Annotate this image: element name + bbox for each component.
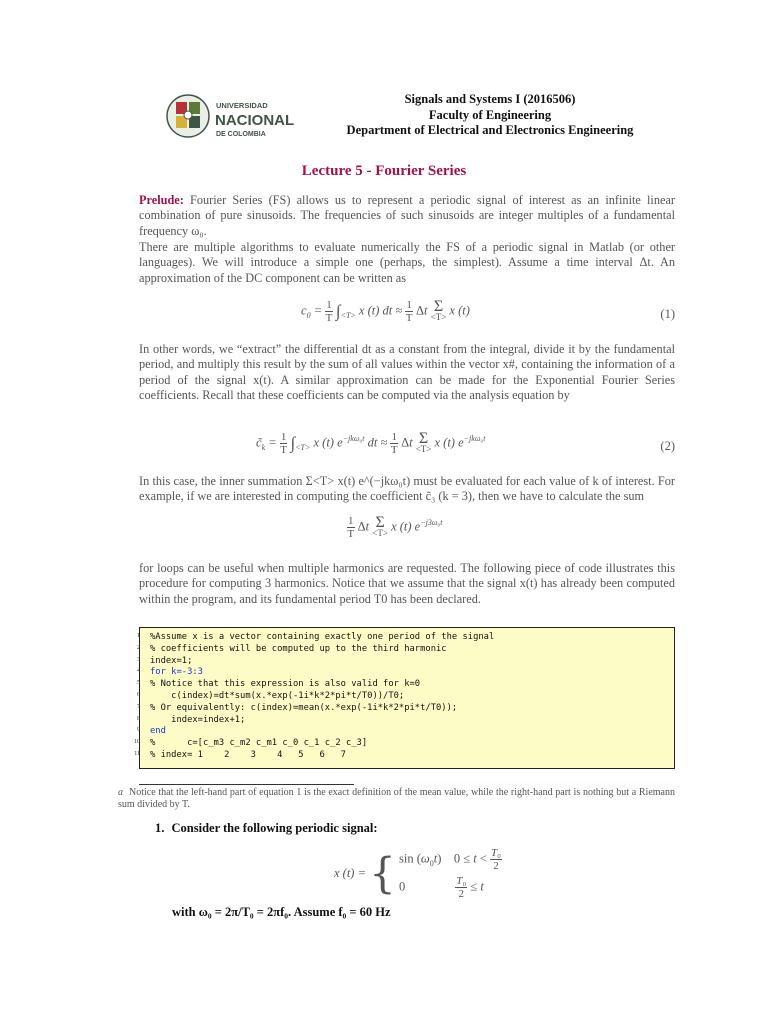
prelude-text: Fourier Series (FS) allows us to represent a periodic signal of interest as an infinite linear combination of pure sinusoids. The frequencies of such sinusoids are integer multiples of a fundamental frequency ω₀.	[139, 193, 675, 238]
code-line-10: 10 % c=[c_m3 c_m2 c_m1 c_0 c_1 c_2 c_3]	[134, 738, 368, 749]
document-header	[300, 92, 680, 139]
department-name: Department of Electrical and Electronics Engineering	[346, 123, 634, 137]
footnote	[118, 787, 675, 811]
logo-line1: UNIVERSIDAD	[216, 101, 268, 110]
loop-paragraph: for loops can be useful when multiple harmonics are requested. The following piece of code illustrates this procedure for computing 3 harmonics. Notice that we assume that the signal x(t) has already been computed within the program, and its fundamental period T0 has been declared.	[139, 561, 675, 606]
course-name: Signals and Systems I (2016506)	[404, 92, 576, 106]
sum-expression: $\frac{1}{T}$ Δt Σ <T> x (t) $e^{-j3\omega_0t}$	[347, 513, 443, 540]
equation-2: $c̃_k$ = $\frac{1}{T}$ $\int_{<T>}$ x (t) $e^{-jk\omega_0t}$ dt ≈ $\frac{1}{T}$ Δt Σ <T> x (t) $e^{-jk\omega_0t}$ (2)	[256, 429, 675, 456]
question-condition: with ω₀ = 2π/T₀ = 2πf₀. Assume f₀ = 60 Hz	[172, 905, 391, 919]
question-1	[155, 821, 675, 836]
code-line-8: 8 index=index+1;	[137, 714, 246, 725]
lecture-title: Lecture 5 - Fourier Series	[301, 163, 467, 179]
logo-line3: DE COLOMBIA	[216, 131, 266, 138]
footnote-rule	[139, 784, 354, 785]
matlab-code-block	[134, 627, 675, 769]
code-line-2: 2 % coefficients will be computed up to the third harmonic	[137, 643, 447, 654]
footnote-text: Notice that the left-hand part of equation 1 is the exact definition of the mean value, while the right-hand part is nothing but a Riemann sum divided by T.	[118, 787, 675, 810]
piecewise-equation: x (t) = { $\sin (\omega_0t)$ 0 ≤ t < $\frac{\text{T₀}}{2}$ 0 $\frac{\text{T₀}}{2}$ ≤ t	[334, 847, 501, 900]
intro-paragraph: There are multiple algorithms to evaluate numerically the FS of a periodic signal in Matlab (or other languages). We will introduce a simple one (perhaps, the simplest). Assume a time interval Δt. An approximation of the DC component can be written as	[139, 240, 675, 285]
equation-2-number: (2)	[660, 439, 675, 453]
prelude-label: Prelude:	[139, 193, 184, 207]
university-logo	[166, 86, 316, 146]
code-line-3: 3 index=1;	[137, 655, 193, 666]
code-line-5: 5 % Notice that this expression is also valid for k=0	[137, 679, 421, 690]
footnote-marker: a	[118, 787, 123, 798]
faculty-name: Faculty of Engineering	[428, 107, 552, 122]
logo-shield-icon	[167, 95, 209, 137]
code-line-11: 11 % index= 1 2 3 4 5 6 7	[134, 750, 346, 760]
question-number: 1.	[155, 821, 165, 835]
logo-line2: NACIONAL	[215, 112, 295, 129]
summation-paragraph: In this case, the inner summation Σ<T> x(t) e^(−jkω₀t) must be evaluated for each value of k of interest. For example, if we are interested in computing the coefficient c̃₃ (k = 3), then we have to calculate the sum	[139, 474, 675, 504]
prelude-paragraph	[139, 193, 675, 239]
equation-1-number: (1)	[660, 307, 675, 321]
explanation-paragraph: In other words, we “extract” the differential dt as a constant from the integral, divide it by the fundamental period, and multiply this result by the sum of all values within the vector x#, containing the information of a period of the signal x(t). A similar approximation can be made for the Exponential Fourier Series coefficients. Recall that these coefficients can be computed via the analysis equation by	[139, 342, 675, 403]
code-line-1: 1 %Assume x is a vector containing exactly one period of the signal	[137, 632, 495, 642]
code-line-6: 6 c(index)=dt*sum(x.*exp(-1i*k*2*pi*t/T0))/T0;	[137, 691, 405, 701]
code-line-9: 9 end	[137, 726, 166, 737]
code-line-7: 7 % Or equivalently: c(index)=mean(x.*exp(-1i*k*2*pi*t/T0));	[137, 702, 458, 713]
equation-1: $c_0$ = $\frac{1}{T}$ $\int_{<T>}$ x (t) dt ≈ $\frac{1}{T}$ Δt Σ <T> x (t) (1)	[301, 297, 675, 324]
question-text: Consider the following periodic signal:	[171, 821, 378, 835]
code-line-4: 4 for k=-3:3	[137, 667, 203, 678]
